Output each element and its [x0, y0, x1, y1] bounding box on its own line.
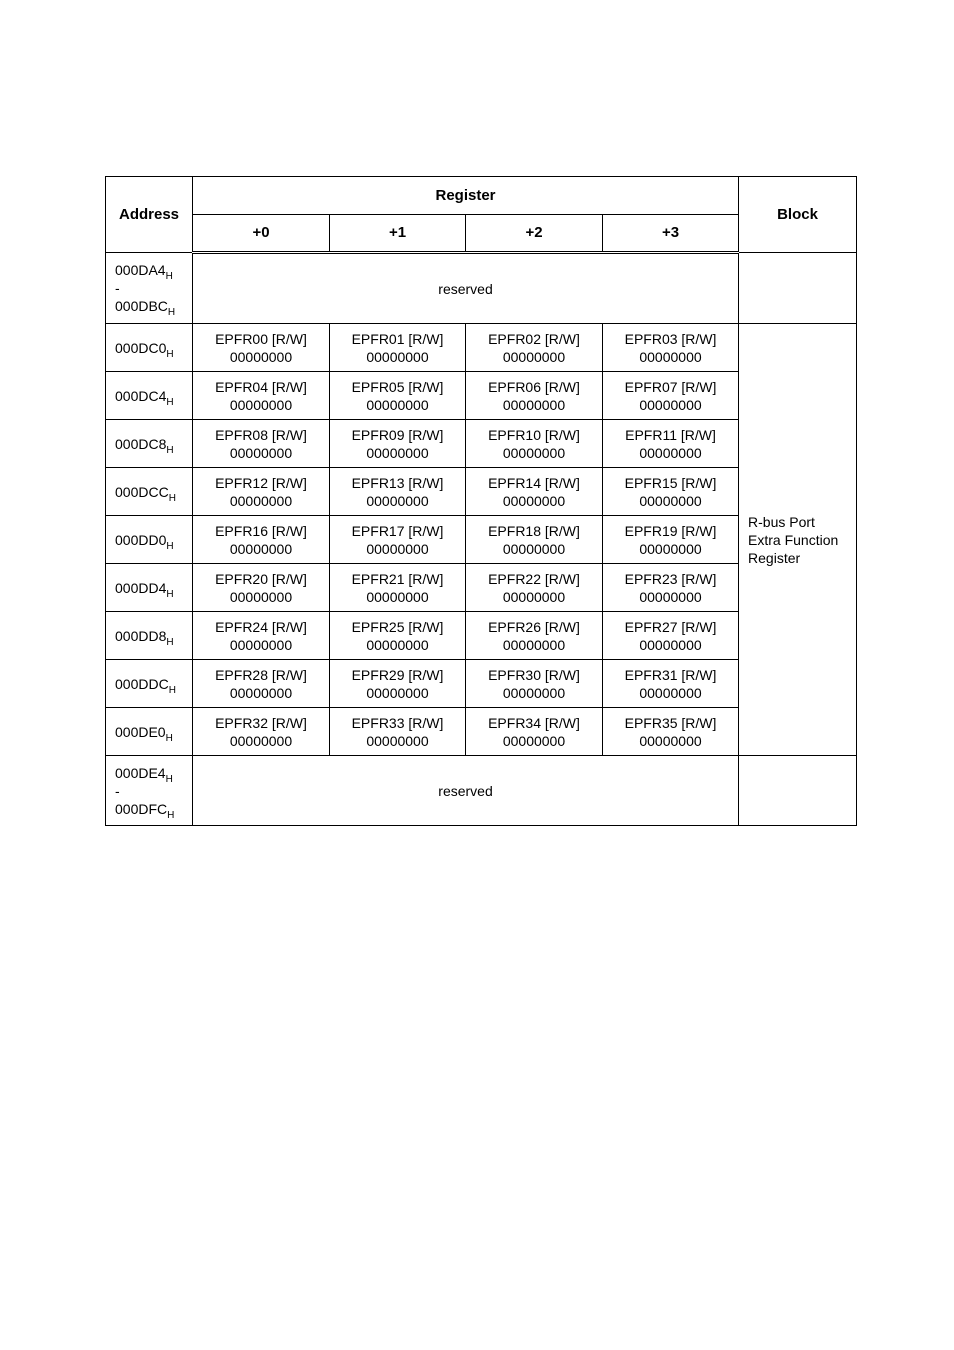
hex-suffix: H — [165, 732, 173, 744]
block-header: Block — [739, 177, 857, 253]
register-table-body — [106, 253, 857, 826]
offset-header-0: +0 — [193, 215, 330, 253]
address-value: 000DCC — [115, 483, 169, 500]
register-name: EPFR10 [R/W] — [488, 426, 580, 443]
address-cell — [106, 564, 193, 612]
address-separator: - — [115, 782, 120, 799]
block-label-line: Extra Function — [748, 531, 839, 548]
address-cell — [106, 420, 193, 468]
address-value: 000DC8 — [115, 435, 167, 452]
register-name: EPFR13 [R/W] — [351, 474, 444, 491]
reserved-cell: reserved — [193, 253, 739, 324]
register-name: EPFR08 [R/W] — [215, 426, 307, 443]
register-cell — [193, 564, 330, 612]
register-cell — [330, 708, 466, 756]
block-cell-empty — [739, 756, 857, 826]
register-name: EPFR35 [R/W] — [624, 714, 717, 731]
address-cell — [106, 660, 193, 708]
address-value: 000DC4 — [115, 387, 167, 404]
register-initial-value: 00000000 — [639, 684, 702, 701]
register-cell — [330, 324, 466, 372]
register-initial-value: 00000000 — [229, 588, 293, 605]
register-initial-value: 00000000 — [229, 396, 293, 413]
register-cell — [466, 420, 603, 468]
register-cell — [466, 708, 603, 756]
register-cell — [466, 468, 603, 516]
register-cell — [330, 564, 466, 612]
block-cell — [739, 324, 857, 756]
address-value: 000DD0 — [115, 531, 167, 548]
register-name: EPFR17 [R/W] — [351, 522, 444, 539]
register-name: EPFR27 [R/W] — [624, 618, 717, 635]
register-cell — [466, 660, 603, 708]
register-name: EPFR02 [R/W] — [488, 330, 580, 347]
register-initial-value: 00000000 — [366, 444, 429, 461]
register-name: EPFR01 [R/W] — [351, 330, 444, 347]
register-cell — [603, 708, 739, 756]
register-cell — [466, 372, 603, 420]
register-map-table — [105, 176, 857, 826]
register-cell — [193, 708, 330, 756]
register-initial-value: 00000000 — [639, 348, 702, 365]
register-initial-value: 00000000 — [502, 588, 566, 605]
address-end: 000DBC — [115, 298, 168, 314]
register-name: EPFR09 [R/W] — [351, 426, 444, 443]
register-cell — [603, 516, 739, 564]
register-name: EPFR24 [R/W] — [215, 618, 307, 635]
register-initial-value: 00000000 — [502, 540, 566, 557]
register-initial-value: 00000000 — [366, 732, 429, 749]
register-name: EPFR19 [R/W] — [624, 522, 717, 539]
register-cell — [330, 372, 466, 420]
register-name: EPFR28 [R/W] — [215, 666, 307, 683]
offset-header-2: +2 — [466, 215, 603, 253]
register-name: EPFR16 [R/W] — [215, 522, 307, 539]
register-row — [106, 324, 857, 372]
address-cell — [106, 708, 193, 756]
register-cell — [193, 660, 330, 708]
address-value: 000DC0 — [115, 339, 167, 356]
register-cell — [330, 660, 466, 708]
register-initial-value: 00000000 — [502, 348, 566, 365]
register-initial-value: 00000000 — [229, 540, 293, 557]
register-cell — [603, 612, 739, 660]
register-initial-value: 00000000 — [639, 396, 702, 413]
register-cell — [330, 516, 466, 564]
hex-suffix: H — [166, 348, 174, 360]
register-cell — [193, 324, 330, 372]
address-value: 000DD8 — [115, 627, 167, 644]
address-end: 000DFC — [115, 800, 168, 817]
reserved-row-bottom — [106, 756, 857, 826]
register-cell — [466, 324, 603, 372]
register-name: EPFR32 [R/W] — [215, 714, 307, 731]
address-cell — [106, 324, 193, 372]
register-name: EPFR31 [R/W] — [624, 666, 717, 683]
register-cell — [193, 372, 330, 420]
register-name: EPFR14 [R/W] — [488, 474, 580, 491]
register-initial-value: 00000000 — [229, 732, 293, 749]
address-start: 000DE4 — [115, 764, 166, 781]
register-initial-value: 00000000 — [502, 444, 566, 461]
offset-header-1: +1 — [330, 215, 466, 253]
address-cell — [106, 516, 193, 564]
hex-suffix: H — [168, 684, 176, 696]
register-initial-value: 00000000 — [366, 492, 429, 509]
register-initial-value: 00000000 — [639, 588, 702, 605]
register-name: EPFR04 [R/W] — [215, 378, 307, 395]
register-cell — [330, 468, 466, 516]
address-value: 000DDC — [115, 675, 169, 692]
register-header: Register — [193, 177, 739, 215]
register-initial-value: 00000000 — [639, 636, 702, 653]
register-cell — [466, 516, 603, 564]
block-cell-empty — [739, 253, 857, 324]
register-initial-value: 00000000 — [639, 732, 702, 749]
address-range-cell — [106, 253, 193, 324]
register-cell — [603, 564, 739, 612]
register-initial-value: 00000000 — [366, 636, 429, 653]
register-initial-value: 00000000 — [366, 396, 429, 413]
register-cell — [193, 516, 330, 564]
register-name: EPFR22 [R/W] — [488, 570, 580, 587]
address-cell — [106, 468, 193, 516]
hex-suffix: H — [167, 809, 175, 821]
register-name: EPFR23 [R/W] — [624, 570, 717, 587]
register-initial-value: 00000000 — [502, 684, 566, 701]
register-name: EPFR26 [R/W] — [488, 618, 580, 635]
register-cell — [603, 468, 739, 516]
hex-suffix: H — [168, 492, 176, 504]
register-name: EPFR12 [R/W] — [215, 474, 307, 491]
hex-suffix: H — [166, 588, 174, 600]
register-initial-value: 00000000 — [366, 348, 429, 365]
hex-suffix: H — [166, 540, 174, 552]
reserved-cell: reserved — [193, 756, 739, 826]
register-name: EPFR00 [R/W] — [215, 330, 307, 347]
hex-suffix: H — [167, 307, 176, 318]
register-name: EPFR03 [R/W] — [624, 330, 717, 347]
address-cell — [106, 372, 193, 420]
reserved-row-top — [106, 253, 857, 324]
register-initial-value: 00000000 — [366, 588, 429, 605]
hex-suffix: H — [165, 271, 173, 282]
block-label-line: R-bus Port — [748, 513, 815, 530]
hex-suffix: H — [165, 773, 173, 785]
register-cell — [193, 468, 330, 516]
register-name: EPFR25 [R/W] — [351, 618, 444, 635]
register-name: EPFR20 [R/W] — [215, 570, 307, 587]
register-cell — [603, 372, 739, 420]
register-name: EPFR33 [R/W] — [351, 714, 444, 731]
offset-header-3: +3 — [603, 215, 739, 253]
register-name: EPFR30 [R/W] — [488, 666, 580, 683]
address-separator: - — [115, 280, 120, 296]
register-initial-value: 00000000 — [366, 684, 429, 701]
register-initial-value: 00000000 — [502, 396, 566, 413]
address-start: 000DA4 — [115, 262, 166, 278]
register-initial-value: 00000000 — [366, 540, 429, 557]
register-name: EPFR29 [R/W] — [351, 666, 444, 683]
register-name: EPFR07 [R/W] — [624, 378, 717, 395]
register-initial-value: 00000000 — [229, 444, 293, 461]
address-value: 000DE0 — [115, 723, 166, 740]
register-cell — [466, 612, 603, 660]
register-cell — [603, 324, 739, 372]
register-initial-value: 00000000 — [639, 492, 702, 509]
register-name: EPFR11 [R/W] — [625, 426, 716, 443]
register-cell — [330, 420, 466, 468]
address-value: 000DD4 — [115, 579, 167, 596]
address-header: Address — [106, 177, 193, 253]
register-initial-value: 00000000 — [502, 636, 566, 653]
register-cell — [603, 420, 739, 468]
register-cell — [603, 660, 739, 708]
register-initial-value: 00000000 — [229, 348, 293, 365]
address-range-cell — [106, 756, 193, 826]
register-name: EPFR05 [R/W] — [351, 378, 444, 395]
register-initial-value: 00000000 — [502, 732, 566, 749]
address-cell — [106, 612, 193, 660]
register-initial-value: 00000000 — [229, 492, 293, 509]
hex-suffix: H — [166, 444, 174, 456]
register-initial-value: 00000000 — [229, 684, 293, 701]
register-initial-value: 00000000 — [229, 636, 293, 653]
register-cell — [466, 564, 603, 612]
register-initial-value: 00000000 — [639, 540, 702, 557]
register-name: EPFR21 [R/W] — [351, 570, 444, 587]
register-cell — [193, 420, 330, 468]
register-initial-value: 00000000 — [502, 492, 566, 509]
register-initial-value: 00000000 — [639, 444, 702, 461]
block-label-line: Register — [748, 549, 801, 566]
register-cell — [330, 612, 466, 660]
register-name: EPFR15 [R/W] — [624, 474, 717, 491]
hex-suffix: H — [166, 396, 174, 408]
register-name: EPFR06 [R/W] — [488, 378, 580, 395]
register-name: EPFR34 [R/W] — [488, 714, 580, 731]
register-name: EPFR18 [R/W] — [488, 522, 580, 539]
hex-suffix: H — [166, 636, 174, 648]
register-cell — [193, 612, 330, 660]
